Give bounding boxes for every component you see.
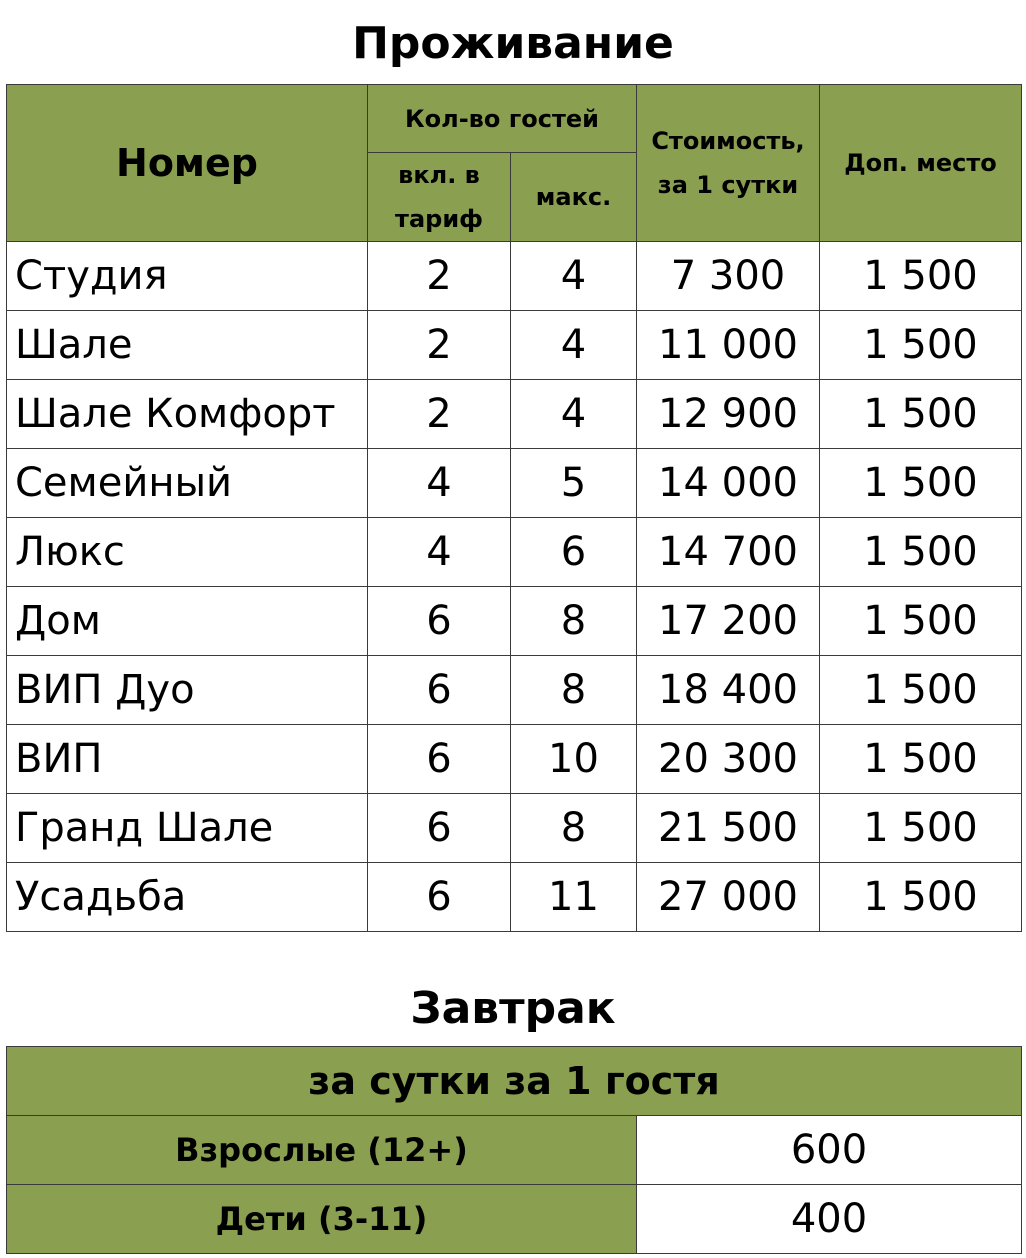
breakfast-label-children: Дети (3-11) [7,1185,637,1254]
table-row [7,311,1022,380]
breakfast-price-adults: 600 [637,1116,1022,1185]
guests-included: 4 [368,518,511,587]
table-row [7,242,1022,311]
room-name: ВИП [7,725,368,794]
room-name: Дом [7,587,368,656]
extra-bed-price: 1 500 [820,518,1022,587]
table-row [7,863,1022,932]
extra-bed-price: 1 500 [820,656,1022,725]
price-per-night: 21 500 [637,794,820,863]
extra-bed-price: 1 500 [820,725,1022,794]
price-per-night: 17 200 [637,587,820,656]
table-row [7,449,1022,518]
room-name: Студия [7,242,368,311]
guests-included: 6 [368,587,511,656]
header-included: вкл. в тариф [368,153,511,242]
room-name: Гранд Шале [7,794,368,863]
guests-max: 4 [511,311,637,380]
guests-max: 10 [511,725,637,794]
extra-bed-price: 1 500 [820,794,1022,863]
table-row [7,725,1022,794]
table-row [7,656,1022,725]
extra-bed-price: 1 500 [820,449,1022,518]
header-guests-group: Кол-во гостей [368,85,637,153]
guests-included: 6 [368,656,511,725]
header-extra-bed: Доп. место [820,85,1022,242]
room-name: Шале [7,311,368,380]
accommodation-table [6,84,1022,932]
table-row [7,380,1022,449]
guests-max: 6 [511,518,637,587]
extra-bed-price: 1 500 [820,380,1022,449]
guests-max: 4 [511,242,637,311]
breakfast-label-adults: Взрослые (12+) [7,1116,637,1185]
header-room: Номер [7,85,368,242]
breakfast-title: Завтрак [410,983,616,1034]
price-per-night: 11 000 [637,311,820,380]
guests-max: 5 [511,449,637,518]
guests-included: 6 [368,725,511,794]
room-name: Семейный [7,449,368,518]
guests-included: 2 [368,380,511,449]
guests-max: 11 [511,863,637,932]
price-per-night: 14 700 [637,518,820,587]
price-per-night: 20 300 [637,725,820,794]
accommodation-title: Проживание [352,18,674,69]
guests-included: 2 [368,311,511,380]
extra-bed-price: 1 500 [820,863,1022,932]
guests-included: 6 [368,863,511,932]
header-price: Стоимость, за 1 сутки [637,85,820,242]
guests-max: 8 [511,656,637,725]
header-max: макс. [511,153,637,242]
guests-max: 8 [511,794,637,863]
breakfast-table [6,1046,1022,1254]
price-per-night: 27 000 [637,863,820,932]
price-per-night: 12 900 [637,380,820,449]
extra-bed-price: 1 500 [820,242,1022,311]
guests-included: 2 [368,242,511,311]
room-name: Люкс [7,518,368,587]
table-row [7,518,1022,587]
table-row [7,794,1022,863]
guests-max: 8 [511,587,637,656]
breakfast-header: за сутки за 1 гостя [7,1047,1022,1116]
guests-max: 4 [511,380,637,449]
price-per-night: 14 000 [637,449,820,518]
room-name: Усадьба [7,863,368,932]
guests-included: 6 [368,794,511,863]
extra-bed-price: 1 500 [820,311,1022,380]
price-per-night: 18 400 [637,656,820,725]
guests-included: 4 [368,449,511,518]
room-name: Шале Комфорт [7,380,368,449]
breakfast-price-children: 400 [637,1185,1022,1254]
extra-bed-price: 1 500 [820,587,1022,656]
room-name: ВИП Дуо [7,656,368,725]
table-row [7,587,1022,656]
price-per-night: 7 300 [637,242,820,311]
